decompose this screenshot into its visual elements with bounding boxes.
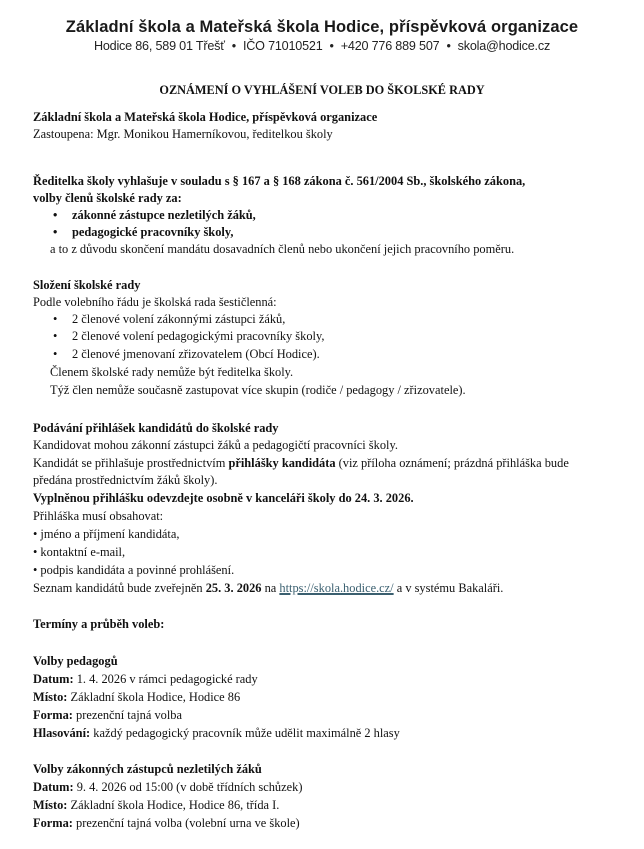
text: Kandidát se přihlašuje prostřednictvím [33,456,229,470]
issuer-name: Základní škola a Mateřská škola Hodice, příspěvková organizace [33,110,378,124]
schedule-heading: Termíny a průběh voleb: [33,617,165,631]
separator-dot: • [329,39,334,53]
letterhead-phone: +420 776 889 507 [340,39,440,53]
bullet-icon: • [53,347,58,361]
text: na [261,581,280,595]
separator-dot: • [231,39,236,53]
applications-line-2 [33,454,569,472]
text: Seznam kandidátů bude zveřejněn [33,581,206,595]
composition-note-1: Členem školské rady nemůže být ředitelka školy. [50,365,294,379]
applications-item: • kontaktní e-mail, [33,545,126,559]
label: Forma: [33,708,73,722]
applications-must-contain: Přihláška musí obsahovat: [33,509,164,523]
composition-item: 2 členové jmenovaní zřizovatelem (Obcí Hodice). [72,347,320,361]
composition-intro: Podle volebního řádu je školská rada šestičlenná: [33,295,277,309]
value: Základní škola Hodice, Hodice 86, třída I. [67,798,280,812]
value: prezenční tajná volba [72,708,182,722]
announcement-line-1: Ředitelka školy vyhlašuje v souladu s § 167 a § 168 zákona č. 561/2004 Sb., školského zákona, [33,174,526,188]
teachers-date [33,670,258,688]
letterhead-organization: Základní škola a Mateřská škola Hodice, příspěvková organizace [65,18,579,36]
teachers-form [33,706,182,724]
bullet-icon: • [53,329,58,343]
announcement-item: zákonné zástupce nezletilých žáků, [72,208,256,222]
bullet-icon: • [53,225,58,239]
announcement-reason: a to z důvodu skončení mandátu dosavadních členů nebo ukončení jejich pracovního poměru. [50,242,515,256]
value: prezenční tajná volba (volební urna ve škole) [72,816,300,830]
application-form-term: přihlášky kandidáta [228,456,336,470]
teachers-place [33,688,240,706]
text: a v systému Bakaláři. [393,581,504,595]
announcement-item: pedagogické pracovníky školy, [72,225,234,239]
bullet-icon: • [53,208,58,222]
applications-heading: Podávání přihlášek kandidátů do školské rady [33,421,279,435]
applications-publish [33,579,503,597]
applications-deadline: Vyplněnou přihlášku odevzdejte osobně v kanceláři školy do 24. 3. 2026. [33,491,414,505]
label: Místo: [33,798,68,812]
text: (viz příloha oznámení; prázdná přihláška bude [335,456,569,470]
label: Datum: [33,672,74,686]
label: Hlasování: [33,726,91,740]
applications-line-3: předána prostřednictvím žáků školy). [33,473,218,487]
composition-note-2: Týž člen nemůže současně zastupovat více skupin (rodiče / pedagogy / zřizovatele). [50,383,466,397]
applications-item: • jméno a příjmení kandidáta, [33,527,180,541]
teachers-voting [33,724,400,742]
bullet-icon: • [53,312,58,326]
label: Místo: [33,690,68,704]
parents-form [33,814,300,832]
parents-place [33,796,279,814]
teachers-heading: Volby pedagogů [33,654,118,668]
letterhead-ico: IČO 71010521 [242,39,323,53]
composition-item: 2 členové volení pedagogickými pracovníky školy, [72,329,325,343]
issuer-representative: Zastoupena: Mgr. Monikou Hamerníkovou, ředitelkou školy [33,127,333,141]
label: Datum: [33,780,74,794]
composition-heading: Složení školské rady [33,278,141,292]
separator-dot: • [446,39,451,53]
parents-date [33,778,302,796]
applications-line-1: Kandidovat mohou zákonní zástupci žáků a pedagogičtí pracovníci školy. [33,438,398,452]
announcement-line-2: volby členů školské rady za: [33,191,182,205]
value: 9. 4. 2026 od 15:00 (v době třídních schůzek) [73,780,303,794]
value: Základní škola Hodice, Hodice 86 [67,690,241,704]
school-website-link[interactable]: https://skola.hodice.cz/ [279,581,394,595]
letterhead-contact [0,39,644,53]
label: Forma: [33,816,73,830]
composition-item: 2 členové volení zákonnými zástupci žáků, [72,312,286,326]
value: každý pedagogický pracovník může udělit maximálně 2 hlasy [90,726,400,740]
applications-item: • podpis kandidáta a povinné prohlášení. [33,563,235,577]
document-title: OZNÁMENÍ O VYHLÁŠENÍ VOLEB DO ŠKOLSKÉ RADY [159,83,485,97]
parents-heading: Volby zákonných zástupců nezletilých žáků [33,762,262,776]
letterhead-address: Hodice 86, 589 01 Třešť [93,39,225,53]
publish-date: 25. 3. 2026 [205,581,262,595]
value: 1. 4. 2026 v rámci pedagogické rady [73,672,258,686]
letterhead-email: skola@hodice.cz [457,39,551,53]
